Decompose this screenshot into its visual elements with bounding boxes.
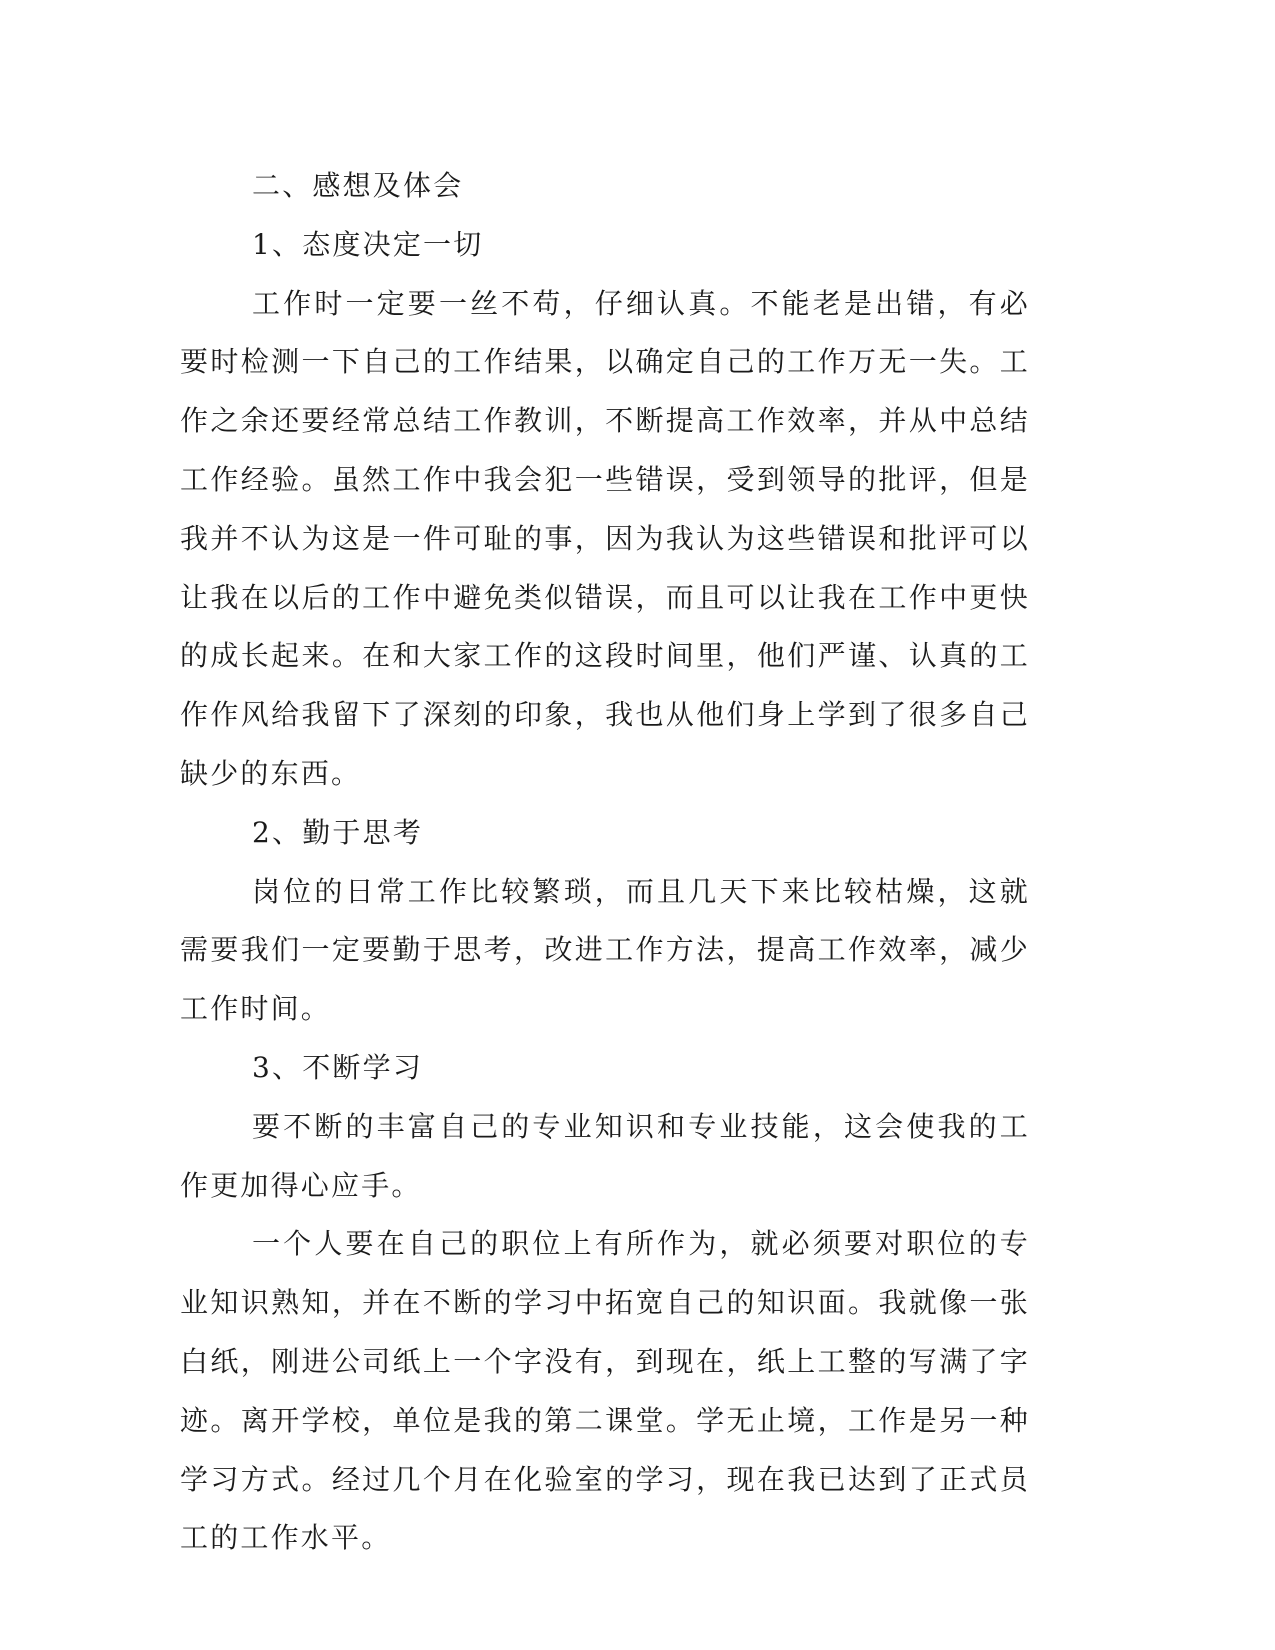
- item-3-paragraph: 要不断的丰富自己的专业知识和专业技能，这会使我的工作更加得心应手。: [180, 1109, 1030, 1202]
- item-2-paragraph: 岗位的日常工作比较繁琐，而且几天下来比较枯燥，这就需要我们一定要勤于思考，改进工作方法，提高工作效率，减少工作时间。: [180, 874, 1030, 1026]
- item-1-paragraph: 工作时一定要一丝不苟，仔细认真。不能老是出错，有必要时检测一下自己的工作结果，以确定自己的工作万无一失。工作之余还要经常总结工作教训，不断提高工作效率，并从中总结工作经验。虽然工作中我会犯一些错误，受到领导的批评，但是我并不认为这是一件可耻的事，因为我认为这些错误和批评可以让我在以后的工作中避免类似错误，而且可以让我在工作中更快的成长起来。在和大家工作的这段时间里，他们严谨、认真的工作作风给我留下了深刻的印象，我也从他们身上学到了很多自己缺少的东西。: [180, 286, 1030, 790]
- document-body: [180, 157, 1030, 1568]
- item-2-heading: 2、勤于思考: [252, 815, 424, 849]
- section-heading: 二、感想及体会: [252, 169, 464, 202]
- item-1-heading: 1、态度决定一切: [252, 227, 484, 261]
- closing-paragraph: 一个人要在自己的职位上有所作为，就必须要对职位的专业知识熟知，并在不断的学习中拓宽自己的知识面。我就像一张白纸，刚进公司纸上一个字没有，到现在，纸上工整的写满了字迹。离开学校，单位是我的第二课堂。学无止境，工作是另一种学习方式。经过几个月在化验室的学习，现在我已达到了正式员工的工作水平。: [180, 1227, 1030, 1555]
- item-3-heading: 3、不断学习: [252, 1050, 424, 1084]
